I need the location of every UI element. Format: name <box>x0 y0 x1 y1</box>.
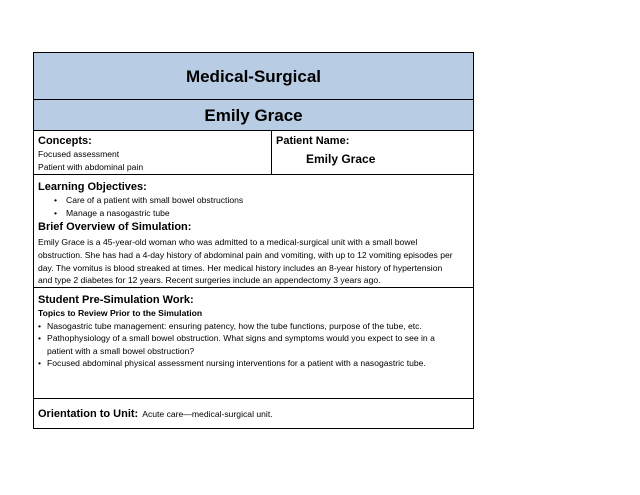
patient-header: Emily Grace <box>34 100 473 131</box>
prework-list <box>38 320 469 370</box>
document-title: Medical-Surgical <box>34 53 473 100</box>
prework-subheading: Topics to Review Prior to the Simulation <box>38 308 203 318</box>
overview-text <box>38 236 469 287</box>
list-item: • Pathophysiology of a small bowel obstruction. What signs and symptoms would you expect to see in a patient with a small bowel obstruction? <box>38 332 469 357</box>
prework-row <box>34 288 473 399</box>
list-item: • Nasogastric tube management: ensuring patency, how the tube functions, purpose of the tube, etc. <box>38 320 469 333</box>
concepts-cell <box>34 131 272 174</box>
patient-name-cell <box>272 131 473 174</box>
list-item: • Care of a patient with small bowel obstructions <box>38 194 469 207</box>
overview-line: Emily Grace is a 45-year-old woman who was admitted to a medical-surgical unit with a small bowel <box>38 237 418 247</box>
patient-name-value: Emily Grace <box>306 152 376 166</box>
overview-line: day. The vomitus is blood streaked at times. Her medical history includes an 8-year history of hypertension <box>38 262 443 273</box>
simulation-document <box>33 52 474 429</box>
orientation-label: Orientation to Unit: <box>38 408 139 420</box>
overview-line: obstruction. She has had a 4-day history of abdominal pain and vomiting, with up to 12 vomiting episodes per <box>38 249 453 260</box>
learning-objectives-label: Learning Objectives: <box>38 181 147 193</box>
overview-label: Brief Overview of Simulation: <box>38 221 192 233</box>
prework-label: Student Pre-Simulation Work: <box>38 294 194 306</box>
list-item: • Focused abdominal physical assessment nursing interventions for a patient with a nasogastric tube. <box>38 357 469 370</box>
concept-item: Patient with abdominal pain <box>38 161 144 172</box>
orientation-row <box>34 399 473 428</box>
concept-item: Focused assessment <box>38 149 120 159</box>
orientation-line <box>38 407 469 421</box>
objectives-row <box>34 175 473 288</box>
list-item: • Manage a nasogastric tube <box>38 207 469 220</box>
concepts-label: Concepts: <box>38 135 92 147</box>
objectives-list <box>38 194 469 219</box>
patient-name-label: Patient Name: <box>276 135 350 147</box>
orientation-value: Acute care—medical-surgical unit. <box>142 409 273 419</box>
concepts-row <box>34 131 473 175</box>
overview-line: and type 2 diabetes for 12 years. Recent surgeries include an appendectomy 3 years ago. <box>38 275 381 286</box>
